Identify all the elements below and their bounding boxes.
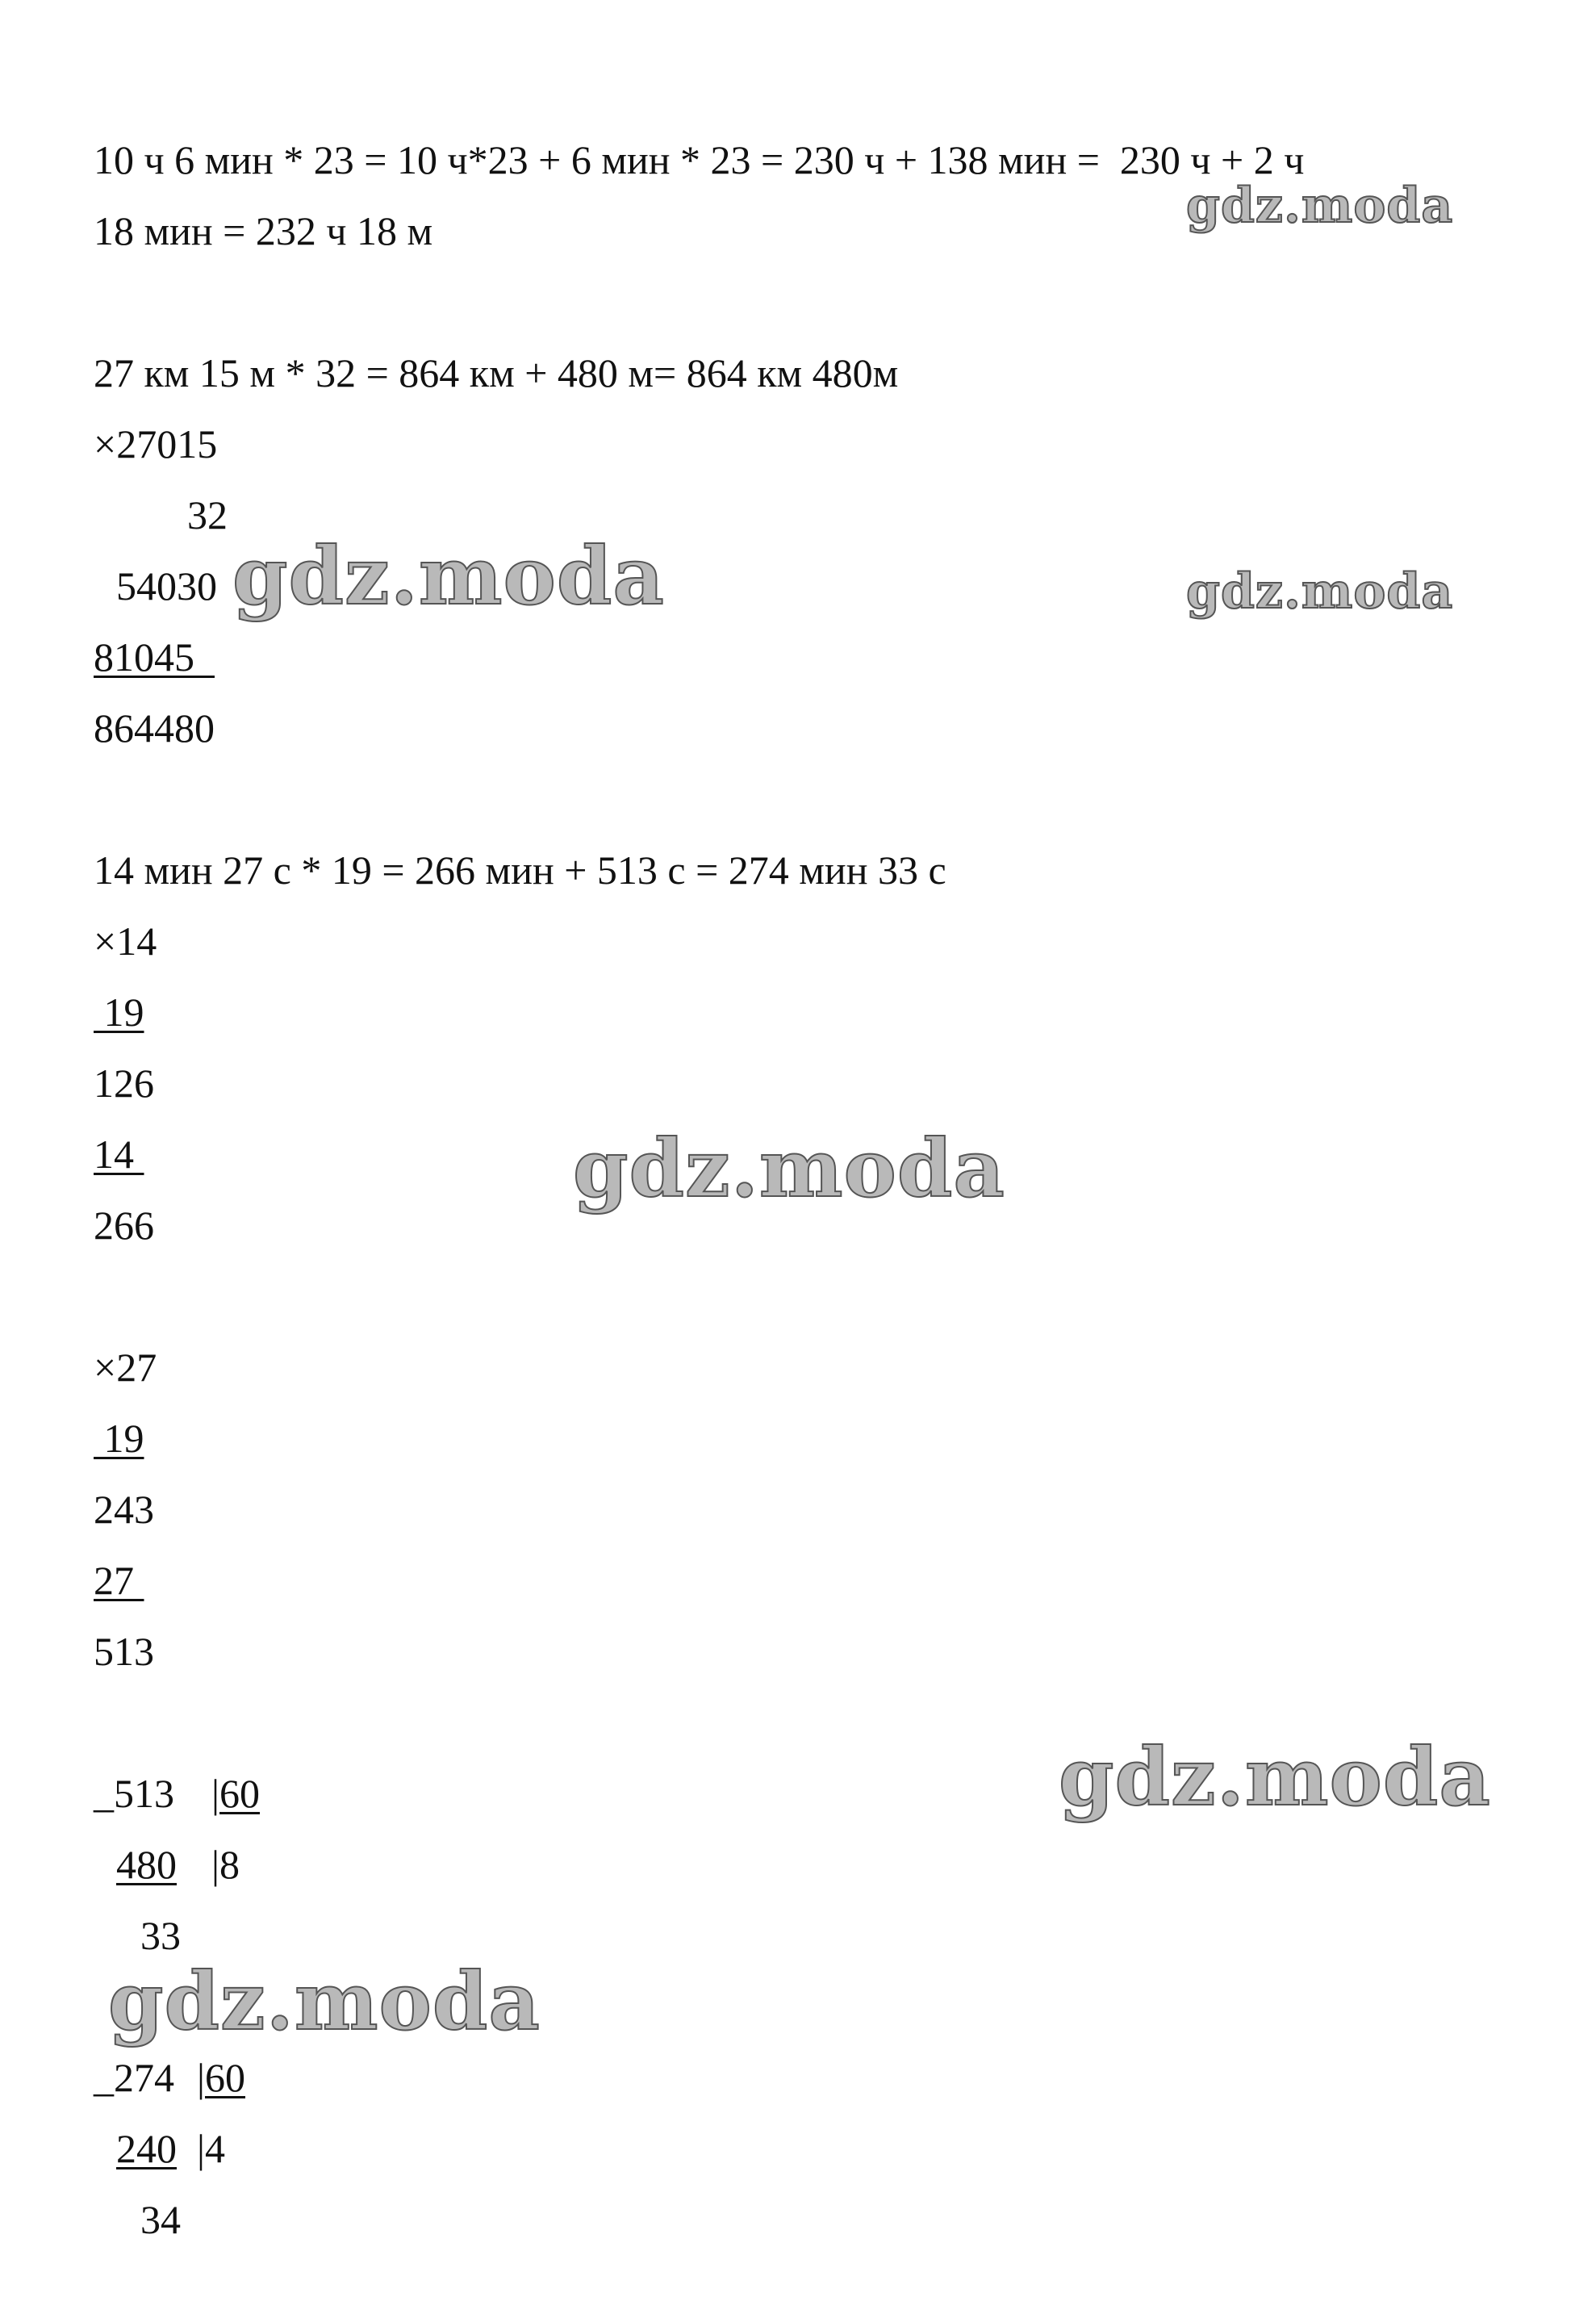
watermark-logo: gdz.moda [1186,563,1454,620]
multiplication-operand-2: 32 [187,492,228,538]
equation-line-3: 27 км 15 м * 32 = 864 км + 480 м= 864 км 480м [94,350,899,395]
partial-product-2 [94,1556,144,1605]
watermark-logo: gdz.moda [1059,1731,1491,1824]
divisor-text: 60 [219,1771,261,1816]
watermark-logo: gdz.moda [108,1956,541,2048]
division-quotient: |4 [197,2126,226,2171]
division-dividend: _513 [94,1771,174,1816]
partial-product-2-text: 14 [94,1132,134,1177]
equation-line-4: 14 мин 27 с * 19 = 266 мин + 513 с = 274 мин 33 с [94,847,946,893]
partial-product-1: 243 [94,1487,154,1532]
partial-product-2 [94,1130,144,1178]
partial-product-1: 54030 [116,563,217,609]
division-quotient: |8 [211,1842,240,1887]
operand-2-text: 19 [103,990,144,1035]
watermark-logo: gdz.moda [573,1123,1005,1215]
division-subtrahend: 480 [116,1842,177,1887]
partial-product-1: 126 [94,1061,154,1106]
multiplication-operand-1: ×14 [94,918,157,964]
multiplication-operand-1: ×27 [94,1345,157,1390]
division-divisor: |60 [211,1771,261,1816]
multiplication-result: 864480 [94,705,215,751]
multiplication-result: 513 [94,1629,154,1674]
division-divisor: |60 [197,2055,246,2100]
quotient-text: 4 [205,2126,226,2171]
partial-product-2-text: 27 [94,1558,134,1603]
multiplication-operand-2 [94,988,144,1036]
division-dividend: _274 [94,2055,174,2100]
multiplication-result: 266 [94,1203,154,1248]
watermark-logo: gdz.moda [232,530,665,623]
equation-line-2: 18 мин = 232 ч 18 м [94,208,433,253]
division-subtrahend: 240 [116,2126,177,2171]
divisor-text: 60 [205,2055,246,2100]
equation-line-1: 10 ч 6 мин * 23 = 10 ч*23 + 6 мин * 23 = 230 ч + 138 мин = 230 ч + 2 ч [94,137,1305,182]
partial-product-2 [94,633,215,681]
multiplication-operand-2 [94,1414,144,1462]
quotient-text: 8 [219,1842,240,1887]
division-remainder: 33 [140,1913,181,1958]
partial-product-2-text: 81045 [94,634,194,680]
multiplication-operand-1: ×27015 [94,421,218,467]
watermark-logo: gdz.moda [1186,178,1454,234]
operand-2-text: 19 [103,1416,144,1461]
division-remainder: 34 [140,2197,181,2242]
